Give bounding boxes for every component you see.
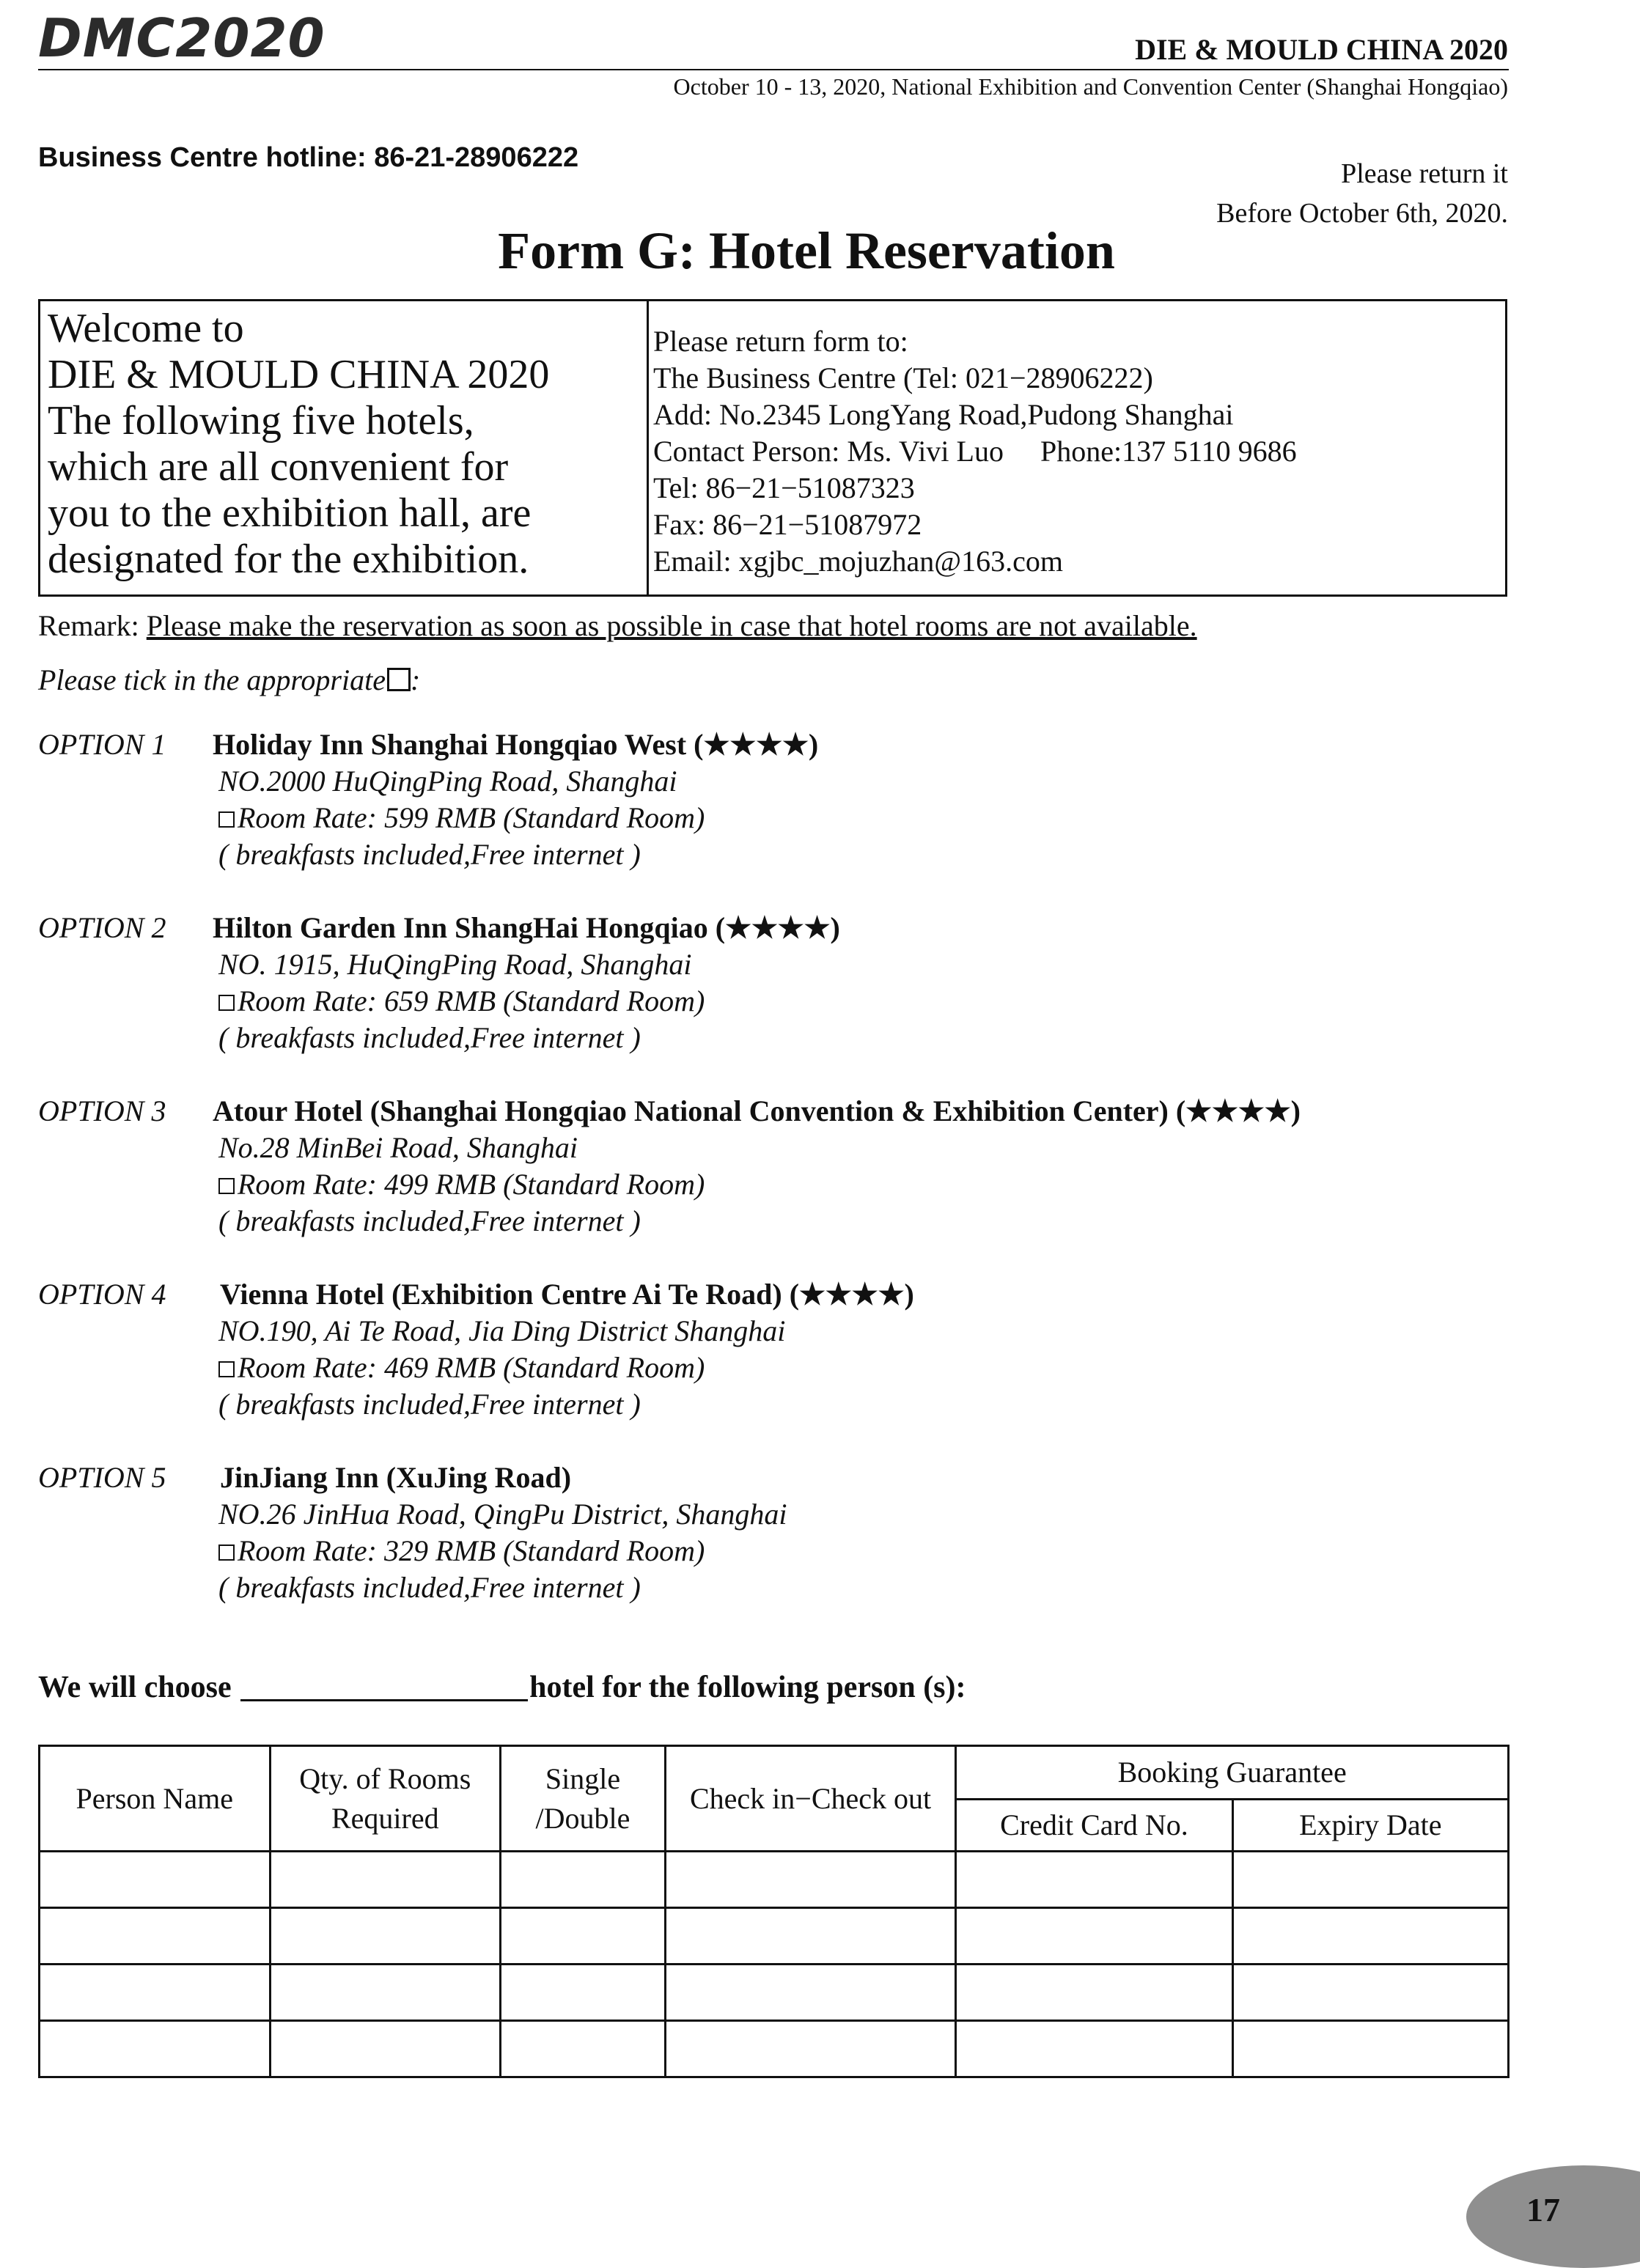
hotel-name: JinJiang Inn (XuJing Road): [220, 1461, 572, 1494]
form-title: Form G: Hotel Reservation: [498, 221, 1115, 280]
cell-expiry-date[interactable]: [1232, 1965, 1508, 2021]
hotel-address: NO.190, Ai Te Road, Jia Ding District Shanghai: [218, 1314, 786, 1347]
cell-person-name[interactable]: [40, 1852, 271, 1908]
room-rate-text: Room Rate: 329 RMB (Standard Room): [238, 1534, 705, 1567]
cell-check-in-out[interactable]: [665, 1852, 955, 1908]
col-credit-card: Credit Card No.: [956, 1800, 1232, 1852]
contact-line: Fax: 86−21−51087972: [653, 508, 922, 541]
table-row: [40, 1852, 1509, 1908]
tick-instruction-text: Please tick in the appropriate: [38, 663, 386, 696]
cell-expiry-date[interactable]: [1232, 1852, 1508, 1908]
checkbox-icon[interactable]: [218, 1361, 235, 1377]
hotel-amenities: ( breakfasts included,Free internet ): [218, 1571, 641, 1604]
cell-single-double[interactable]: [501, 2021, 666, 2077]
cell-credit-card[interactable]: [956, 1965, 1232, 2021]
hotel-address: NO.26 JinHua Road, QingPu District, Shanghai: [218, 1498, 787, 1531]
cell-qty-rooms[interactable]: [270, 1852, 501, 1908]
contact-line: Add: No.2345 LongYang Road,Pudong Shanghai: [653, 398, 1234, 431]
contact-email: Email: xgjbc_mojuzhan@163.com: [653, 545, 1063, 578]
page-number: 17: [1526, 2191, 1560, 2228]
cell-expiry-date[interactable]: [1232, 1908, 1508, 1965]
room-rate-text: Room Rate: 469 RMB (Standard Room): [238, 1351, 705, 1384]
remark: [38, 610, 1197, 642]
single-line-1: Single: [545, 1761, 621, 1795]
option-label: OPTION 5: [38, 1461, 166, 1494]
option-label: OPTION 2: [38, 911, 166, 944]
col-booking-guarantee: Booking Guarantee: [956, 1746, 1509, 1800]
hotel-address: NO. 1915, HuQingPing Road, Shanghai: [218, 948, 692, 981]
col-expiry-date: Expiry Date: [1232, 1800, 1508, 1852]
col-check-in-out: Check in−Check out: [665, 1746, 955, 1852]
cell-person-name[interactable]: [40, 1908, 271, 1965]
room-rate-option[interactable]: [218, 1350, 705, 1385]
option-label: OPTION 4: [38, 1278, 166, 1311]
table-row: [40, 1908, 1509, 1965]
contact-line: Contact Person: Ms. Vivi Luo Phone:137 5110 9686: [653, 435, 1297, 468]
checkbox-icon: [387, 668, 411, 691]
contact-panel: [649, 301, 1505, 594]
hotel-amenities: ( breakfasts included,Free internet ): [218, 1021, 641, 1054]
welcome-line: The following five hotels,: [48, 398, 474, 443]
choice-suffix: hotel for the following person (s):: [529, 1671, 966, 1704]
remark-label: Remark:: [38, 609, 147, 642]
room-rate-text: Room Rate: 499 RMB (Standard Room): [238, 1168, 705, 1201]
contact-line: Please return form to:: [653, 325, 908, 358]
hotel-choice-statement: [38, 1670, 966, 1705]
booking-table: [38, 1745, 1510, 2078]
return-note-line-2: Before October 6th, 2020.: [1216, 198, 1508, 229]
contact-line: The Business Centre (Tel: 021−28906222): [653, 361, 1153, 394]
event-title: DIE & MOULD CHINA 2020: [1135, 33, 1508, 66]
welcome-line: which are all convenient for: [48, 444, 509, 490]
cell-person-name[interactable]: [40, 2021, 271, 2077]
room-rate-option[interactable]: [218, 1534, 705, 1568]
option-label: OPTION 1: [38, 728, 166, 761]
tick-instruction-colon: :: [410, 663, 421, 696]
checkbox-icon[interactable]: [218, 811, 235, 828]
dmc-logo: DMC2020: [38, 7, 326, 69]
hotel-name: Vienna Hotel (Exhibition Centre Ai Te Road) (★★★★): [220, 1278, 914, 1311]
table-header-row: [40, 1746, 1509, 1800]
welcome-line: Welcome to: [48, 306, 244, 351]
col-person-name: Person Name: [40, 1746, 271, 1852]
option-label: OPTION 3: [38, 1094, 166, 1127]
hotel-amenities: ( breakfasts included,Free internet ): [218, 1388, 641, 1421]
cell-single-double[interactable]: [501, 1852, 666, 1908]
hotel-amenities: ( breakfasts included,Free internet ): [218, 1204, 641, 1237]
qty-line-1: Qty. of Rooms: [299, 1761, 471, 1795]
room-rate-option[interactable]: [218, 800, 705, 835]
qty-line-2: Required: [331, 1801, 439, 1835]
checkbox-icon[interactable]: [218, 1544, 235, 1561]
return-note-line-1: Please return it: [1341, 158, 1508, 189]
business-centre-hotline: Business Centre hotline: 86-21-28906222: [38, 142, 579, 173]
cell-qty-rooms[interactable]: [270, 1908, 501, 1965]
cell-single-double[interactable]: [501, 1965, 666, 2021]
table-row: [40, 2021, 1509, 2077]
cell-person-name[interactable]: [40, 1965, 271, 2021]
room-rate-option[interactable]: [218, 984, 705, 1018]
cell-check-in-out[interactable]: [665, 1965, 955, 2021]
cell-check-in-out[interactable]: [665, 1908, 955, 1965]
hotel-name: Holiday Inn Shanghai Hongqiao West (★★★★): [213, 728, 819, 761]
header-divider: [38, 69, 1509, 70]
welcome-panel: [40, 301, 649, 594]
hotel-address: NO.2000 HuQingPing Road, Shanghai: [218, 765, 677, 798]
cell-credit-card[interactable]: [956, 1852, 1232, 1908]
col-single-double: [501, 1746, 666, 1852]
hotel-name: Atour Hotel (Shanghai Hongqiao National Convention & Exhibition Center) (★★★★): [213, 1094, 1301, 1127]
hotel-address: No.28 MinBei Road, Shanghai: [218, 1131, 578, 1164]
event-dates-venue: October 10 - 13, 2020, National Exhibition and Convention Center (Shanghai Hongqiao): [673, 73, 1508, 100]
cell-credit-card[interactable]: [956, 2021, 1232, 2077]
choice-prefix: We will choose: [38, 1671, 240, 1704]
welcome-line: DIE & MOULD CHINA 2020: [48, 352, 550, 397]
checkbox-icon[interactable]: [218, 995, 235, 1011]
cell-qty-rooms[interactable]: [270, 2021, 501, 2077]
table-row: [40, 1965, 1509, 2021]
room-rate-text: Room Rate: 659 RMB (Standard Room): [238, 984, 705, 1017]
room-rate-option[interactable]: [218, 1167, 705, 1201]
room-rate-text: Room Rate: 599 RMB (Standard Room): [238, 801, 705, 834]
contact-line: Tel: 86−21−51087323: [653, 471, 915, 504]
hotel-choice-blank[interactable]: [240, 1677, 528, 1701]
cell-qty-rooms[interactable]: [270, 1965, 501, 2021]
cell-expiry-date[interactable]: [1232, 2021, 1508, 2077]
cell-credit-card[interactable]: [956, 1908, 1232, 1965]
cell-single-double[interactable]: [501, 1908, 666, 1965]
col-qty-rooms: [270, 1746, 501, 1852]
hotel-name: Hilton Garden Inn ShangHai Hongqiao (★★★★): [213, 911, 840, 944]
remark-text: Please make the reservation as soon as possible in case that hotel rooms are not available.: [146, 609, 1197, 642]
hotel-amenities: ( breakfasts included,Free internet ): [218, 838, 641, 871]
single-line-2: /Double: [535, 1801, 630, 1835]
welcome-line: you to the exhibition hall, are: [48, 490, 532, 536]
info-box: [38, 299, 1507, 597]
cell-check-in-out[interactable]: [665, 2021, 955, 2077]
welcome-line: designated for the exhibition.: [48, 537, 529, 582]
tick-instruction: [38, 664, 420, 696]
return-deadline-note: [1216, 154, 1508, 233]
checkbox-icon[interactable]: [218, 1178, 235, 1194]
